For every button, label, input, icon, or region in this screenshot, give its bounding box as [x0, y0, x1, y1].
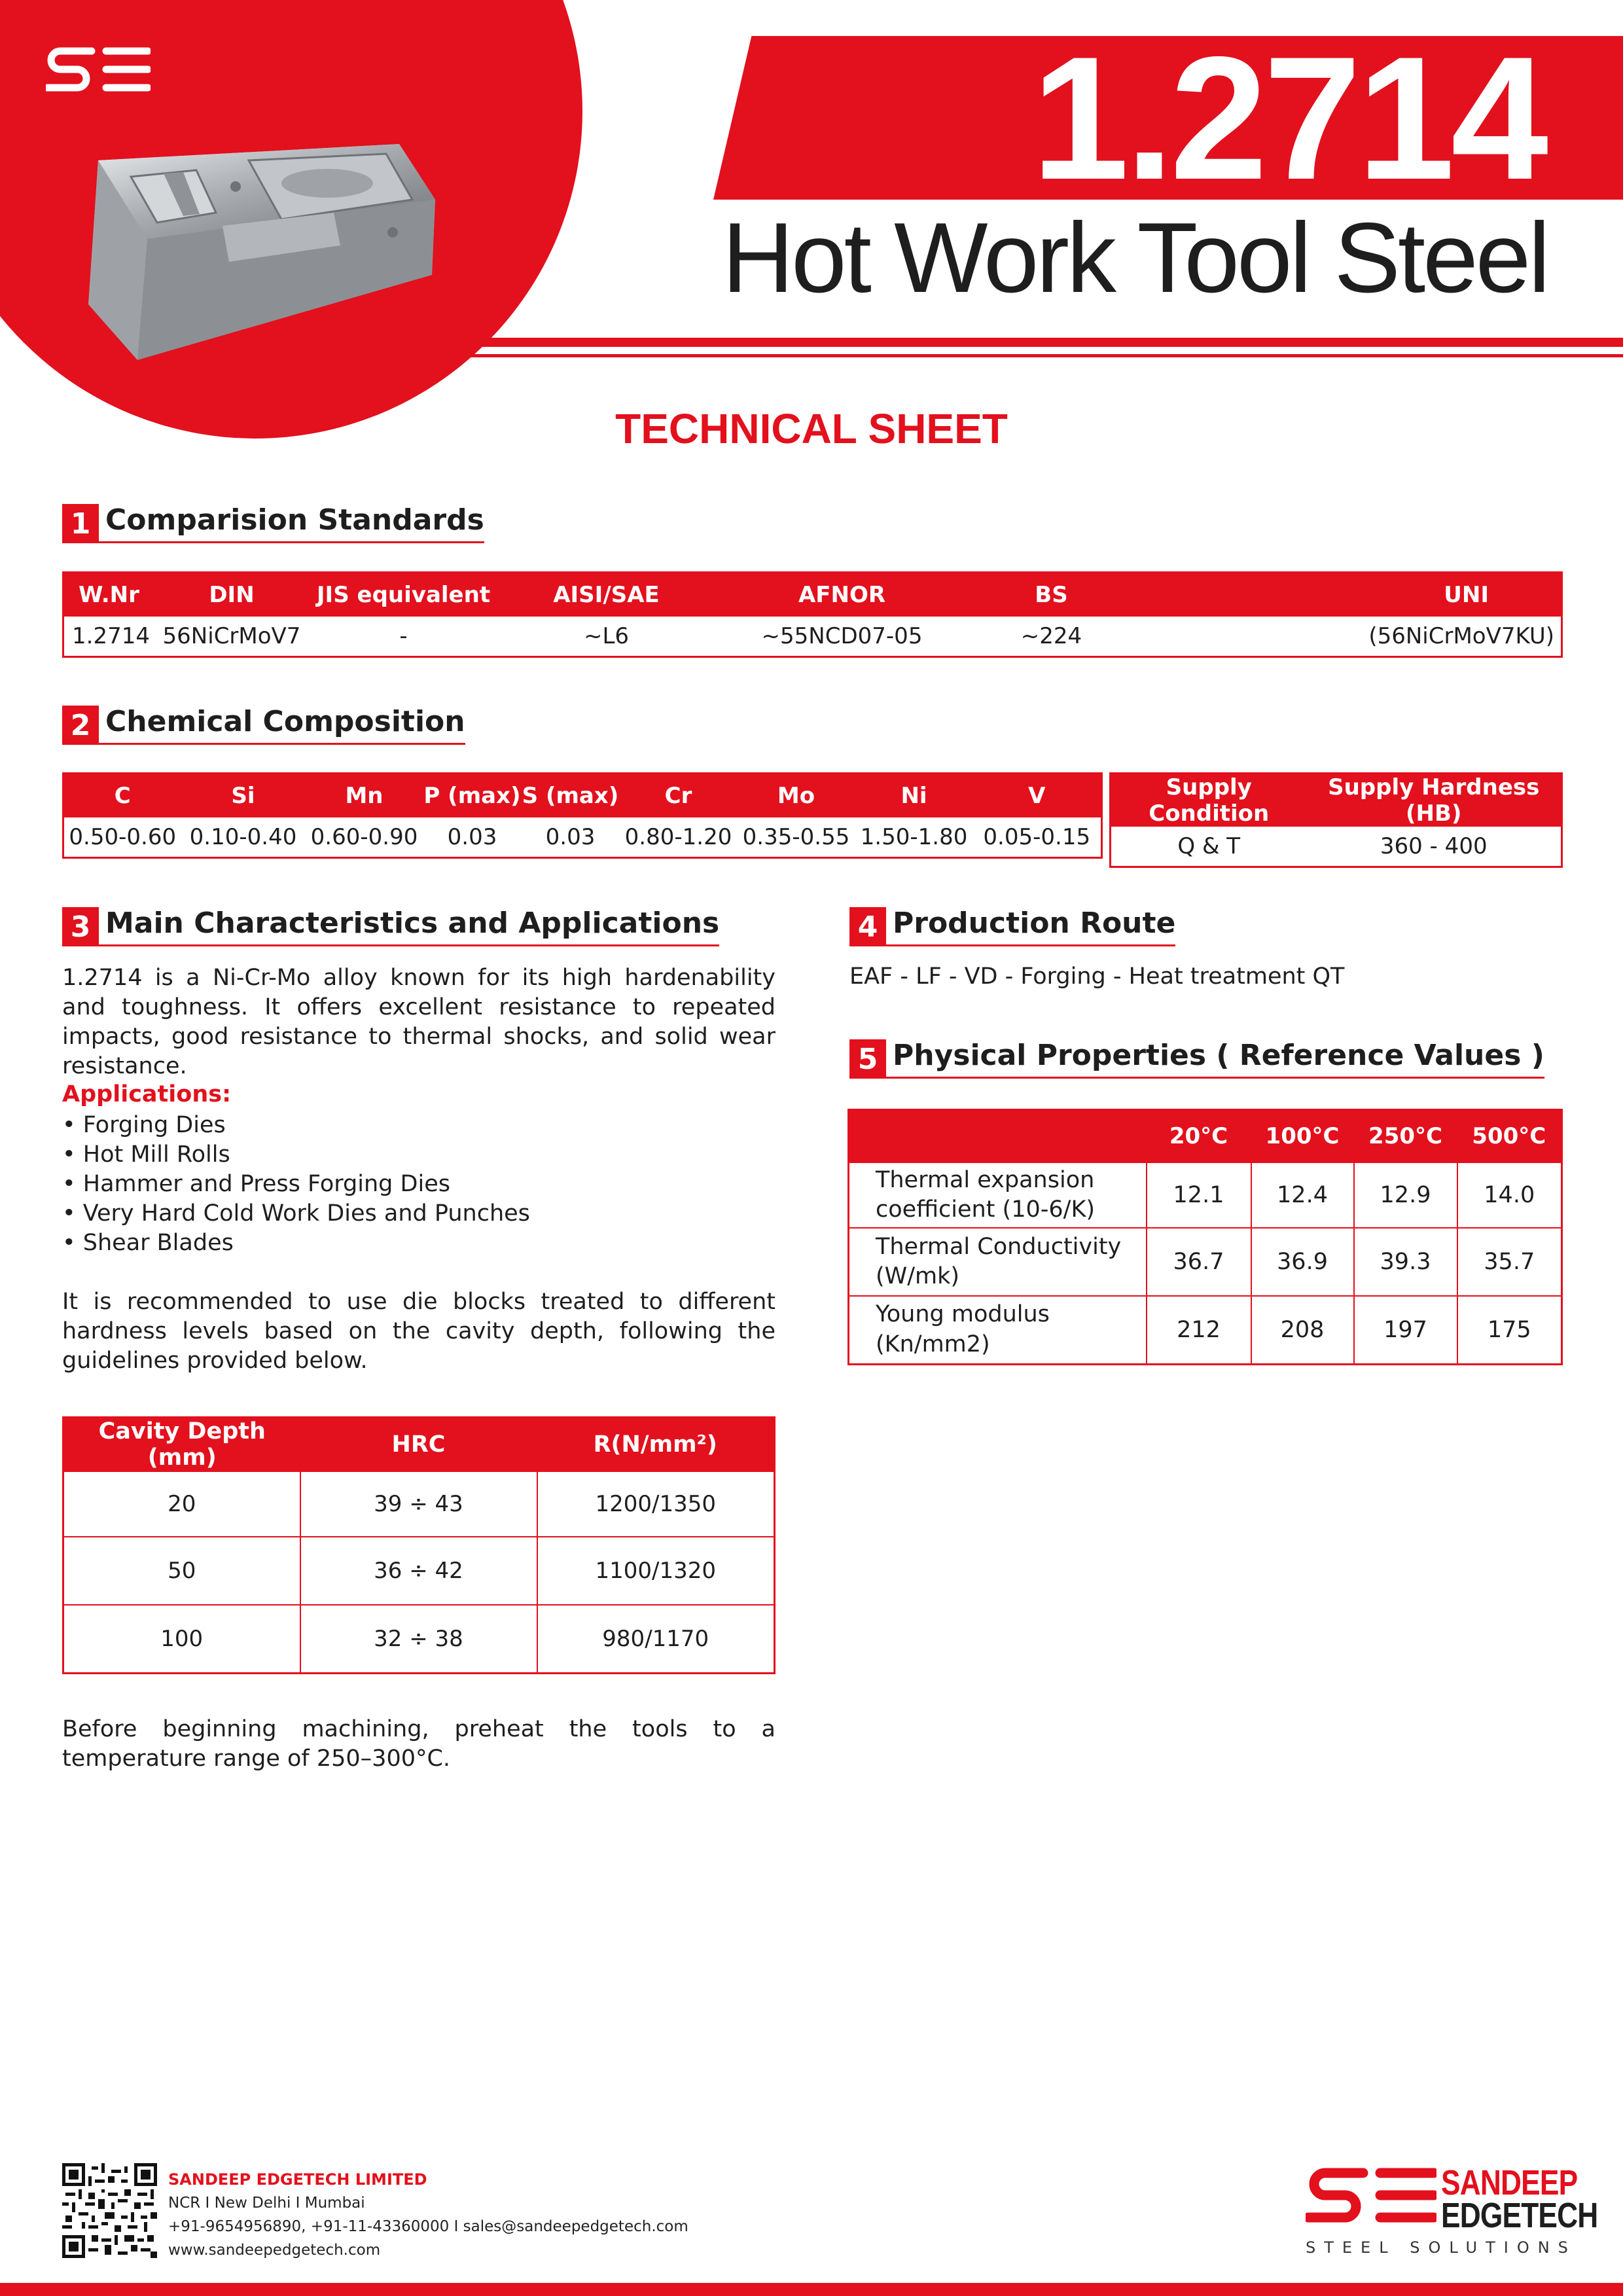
table-row: [63, 1471, 775, 1537]
list-item: • Very Hard Cold Work Dies and Punches: [62, 1200, 530, 1227]
section-title: Physical Properties ( Reference Values ): [886, 1039, 1544, 1079]
sheet-title: TECHNICAL SHEET: [615, 405, 1008, 452]
table-header-cell: W.Nr: [63, 573, 158, 617]
cavity-depth-table: [62, 1416, 776, 1674]
table-cell: 1200/1350: [537, 1471, 775, 1537]
table-cell: 175: [1457, 1296, 1562, 1364]
table-header-cell: 500°C: [1457, 1110, 1562, 1163]
table-cell: 36.9: [1251, 1228, 1354, 1296]
table-cell: 35.7: [1457, 1228, 1562, 1296]
table-cell: -: [399, 623, 408, 649]
section-title: Production Route: [886, 907, 1175, 946]
characteristics-intro: 1.2714 is a Ni-Cr-Mo alloy known for its high hardenability and toughness. It offers excellent resistance to repeated impacts, good resistance to thermal shocks, and solid wear resistance.: [62, 965, 776, 1079]
table-header-cell: C: [63, 774, 181, 818]
table-cell: 12.1: [1147, 1162, 1251, 1228]
table-cell: 1100/1320: [537, 1537, 775, 1605]
list-item: • Shear Blades: [62, 1230, 234, 1256]
footer-company-name: SANDEEP EDGETECH LIMITED: [168, 2170, 427, 2189]
table-header-cell: DIN: [158, 573, 306, 617]
brand-wordmark: [1441, 2163, 1598, 2235]
table-cell: 0.05-0.15: [983, 824, 1091, 850]
table-cell: 980/1170: [537, 1605, 775, 1673]
table-row: [849, 1296, 1562, 1364]
list-item: • Hot Mill Rolls: [62, 1141, 230, 1168]
table-header-cell: 250°C: [1354, 1110, 1457, 1163]
table-cell: 12.9: [1354, 1162, 1457, 1228]
table-cell: 0.35-0.55: [742, 824, 850, 850]
table-cell: 0.03: [447, 824, 497, 850]
table-row: [63, 1605, 775, 1673]
table-header-row: [849, 1110, 1562, 1163]
table-header-cell: 20°C: [1147, 1110, 1251, 1163]
table-header-cell: R(N/mm²): [537, 1418, 775, 1472]
section-heading-production: [849, 903, 1175, 946]
table-cell: Q & T: [1177, 833, 1241, 859]
table-row: [1111, 827, 1562, 867]
table-cell: 20: [63, 1471, 300, 1537]
section-title: Comparision Standards: [99, 504, 484, 543]
table-header-cell: Si: [181, 774, 306, 818]
table-row: [63, 617, 1562, 657]
table-header-cell: BS: [973, 573, 1130, 617]
table-header-cell: Supply Condition: [1111, 774, 1307, 827]
preheat-text: Before beginning machining, preheat the tools to a temperature range of 250–300°C.: [62, 1716, 776, 1772]
supply-table: [1109, 772, 1563, 868]
section-number: 4: [849, 907, 886, 946]
table-cell: ~224: [1020, 623, 1082, 649]
table-header-cell: Cr: [620, 774, 738, 818]
table-cell: (56NiCrMoV7KU): [1368, 623, 1554, 649]
table-header-row: [63, 774, 1102, 818]
product-subtitle: Hot Work Tool Steel: [722, 202, 1548, 314]
production-route-text: EAF - LF - VD - Forging - Heat treatment QT: [849, 963, 1345, 990]
table-cell: 360 - 400: [1380, 833, 1488, 859]
table-cell: 1.50-1.80: [860, 824, 968, 850]
table-header-row: [63, 573, 1562, 617]
header-divider-thin: [366, 354, 1623, 357]
table-cell: 32 ÷ 38: [300, 1605, 537, 1673]
section-heading-physical: [849, 1035, 1544, 1079]
table-cell: 36 ÷ 42: [300, 1537, 537, 1605]
section-number: 3: [62, 907, 99, 946]
brand-tagline: STEEL SOLUTIONS: [1306, 2238, 1577, 2257]
table-cell: 56NiCrMoV7: [162, 623, 301, 649]
section-number: 1: [62, 504, 99, 543]
table-row: [63, 1537, 775, 1605]
table-header-cell: UNI: [1130, 573, 1562, 617]
table-cell: 208: [1251, 1296, 1354, 1364]
footer-contact-block: [168, 2168, 688, 2262]
se-brand-logo-icon: [1306, 2166, 1436, 2229]
brand-name-line1: SANDEEP: [1441, 2163, 1578, 2202]
table-row: [849, 1162, 1562, 1228]
grade-title: 1.2714: [1031, 20, 1544, 216]
section-title: Chemical Composition: [99, 706, 465, 745]
table-cell: 0.60-0.90: [310, 824, 418, 850]
table-row-label: Thermal Conductivity (W/mk): [849, 1228, 1147, 1296]
table-header-cell: AFNOR: [711, 573, 973, 617]
section-heading-chemical: [62, 702, 465, 745]
table-header-row: [63, 1418, 775, 1472]
section-heading-characteristics: [62, 903, 719, 946]
list-item: • Forging Dies: [62, 1112, 226, 1138]
footer-red-bar: [0, 2283, 1623, 2296]
table-header-cell: S (max): [522, 774, 620, 818]
table-cell: 39.3: [1354, 1228, 1457, 1296]
section-number: 5: [849, 1039, 886, 1079]
table-row: [63, 817, 1102, 858]
applications-title: Applications:: [62, 1081, 232, 1107]
table-header-row: [1111, 774, 1562, 827]
tool-steel-die-block-image: [85, 141, 438, 363]
brand-name-line2: EDGETECH: [1441, 2196, 1598, 2235]
table-header-cell: [849, 1110, 1147, 1163]
table-cell: 1.2714: [72, 623, 150, 649]
recommendation-text: It is recommended to use die blocks treated to different hardness levels based on the cavity depth, following the guidelines provided below.: [62, 1289, 776, 1374]
footer-locations: NCR I New Delhi I Mumbai: [168, 2195, 365, 2212]
footer-website-link[interactable]: www.sandeepedgetech.com: [168, 2242, 381, 2259]
chemical-composition-table: [62, 772, 1103, 859]
table-cell: 14.0: [1457, 1162, 1562, 1228]
table-cell: 36.7: [1147, 1228, 1251, 1296]
section-number: 2: [62, 706, 99, 745]
table-header-cell: AISI/SAE: [502, 573, 711, 617]
list-item: • Hammer and Press Forging Dies: [62, 1171, 450, 1197]
table-row: [849, 1228, 1562, 1296]
standards-table: [62, 571, 1563, 658]
applications-list: [62, 1111, 530, 1258]
table-cell: 50: [63, 1537, 300, 1605]
table-row-label: Thermal expansion coefficient (10-6/K): [849, 1162, 1147, 1228]
physical-properties-table: [847, 1109, 1563, 1365]
header-divider-thick: [366, 338, 1623, 347]
table-cell: 100: [63, 1605, 300, 1673]
table-header-cell: Supply Hardness (HB): [1307, 774, 1562, 827]
table-cell: 0.80-1.20: [624, 824, 732, 850]
table-cell: 0.10-0.40: [189, 824, 297, 850]
footer-contact[interactable]: +91-9654956890, +91-11-43360000 I sales@sandeepedgetech.com: [168, 2218, 688, 2235]
section-heading-standards: [62, 500, 484, 543]
table-header-cell: Ni: [855, 774, 973, 818]
table-header-cell: Cavity Depth (mm): [63, 1418, 300, 1472]
se-logo-icon: [46, 46, 151, 98]
section-title: Main Characteristics and Applications: [99, 907, 719, 946]
table-cell: 12.4: [1251, 1162, 1354, 1228]
table-header-cell: P (max): [423, 774, 522, 818]
table-cell: 212: [1147, 1296, 1251, 1364]
table-cell: 0.03: [545, 824, 596, 850]
table-cell: 0.50-0.60: [69, 824, 177, 850]
table-header-cell: V: [973, 774, 1102, 818]
table-row-label: Young modulus (Kn/mm2): [849, 1296, 1147, 1364]
table-cell: ~L6: [583, 623, 630, 649]
table-header-cell: HRC: [300, 1418, 537, 1472]
table-cell: ~55NCD07-05: [761, 623, 923, 649]
table-cell: 39 ÷ 43: [300, 1471, 537, 1537]
table-header-cell: JIS equivalent: [306, 573, 502, 617]
table-header-cell: Mn: [306, 774, 423, 818]
qr-code-icon: [62, 2163, 157, 2258]
table-header-cell: Mo: [738, 774, 855, 818]
table-cell: 197: [1354, 1296, 1457, 1364]
table-header-cell: 100°C: [1251, 1110, 1354, 1163]
